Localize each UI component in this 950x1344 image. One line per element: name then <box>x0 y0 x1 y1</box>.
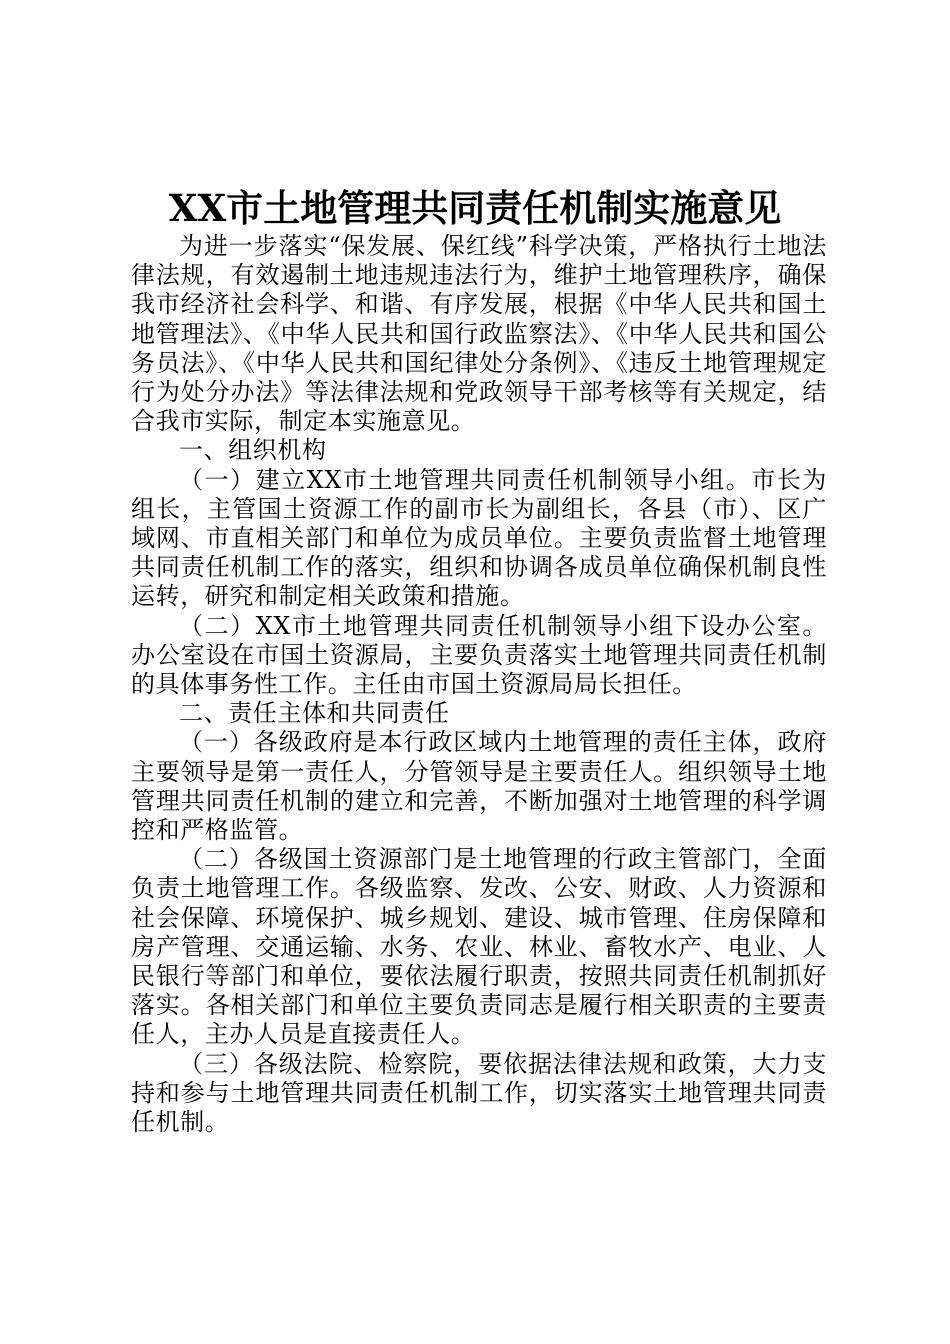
paragraph-government-responsibility: （一）各级政府是本行政区域内土地管理的责任主体，政府主要领导是第一责任人，分管领导是主要责任人。组织领导土地管理共同责任机制的建立和完善，不断加强对土地管理的科学调控和严格监管。 <box>131 728 827 845</box>
document-body <box>131 232 827 1137</box>
paragraph-court-responsibility: （三）各级法院、检察院，要依据法律法规和政策，大力支持和参与土地管理共同责任机制工作，切实落实土地管理共同责任机制。 <box>131 1049 827 1137</box>
intro-paragraph: 为进一步落实“保发展、保红线”科学决策，严格执行土地法律法规，有效遏制土地违规违法行为，维护土地管理秩序，确保我市经济社会科学、和谐、有序发展，根据《中华人民共和国土地管理法》、《中华人民共和国行政监察法》、《中华人民共和国公务员法》、《中华人民共和国纪律处分条例》、《违反土地管理规定行为处分办法》等法律法规和党政领导干部考核等有关规定，结合我市实际，制定本实施意见。 <box>131 232 827 436</box>
paragraph-leading-group: （一）建立XX市土地管理共同责任机制领导小组。市长为组长，主管国土资源工作的副市长为副组长，各县（市）、区广域网、市直相关部门和单位为成员单位。主要负责监督土地管理共同责任机制工作的落实，组织和协调各成员单位确保机制良性运转，研究和制定相关政策和措施。 <box>131 465 827 611</box>
section-heading-organization: 一、组织机构 <box>179 436 327 465</box>
document-title: XX市土地管理共同责任机制实施意见 <box>168 186 782 230</box>
paragraph-department-responsibility: （二）各级国土资源部门是土地管理的行政主管部门，全面负责土地管理工作。各级监察、发改、公安、财政、人力资源和社会保障、环境保护、城乡规划、建设、城市管理、住房保障和房产管理、交通运输、水务、农业、林业、畜牧水产、电业、人民银行等部门和单位，要依法履行职责，按照共同责任机制抓好落实。各相关部门和单位主要负责同志是履行相关职责的主要责任人，主办人员是直接责任人。 <box>131 845 827 1049</box>
section-heading-responsibility: 二、责任主体和共同责任 <box>179 699 450 728</box>
paragraph-office: （二）XX市土地管理共同责任机制领导小组下设办公室。办公室设在市国土资源局，主要负责落实土地管理共同责任机制的具体事务性工作。主任由市国土资源局局长担任。 <box>131 611 827 699</box>
